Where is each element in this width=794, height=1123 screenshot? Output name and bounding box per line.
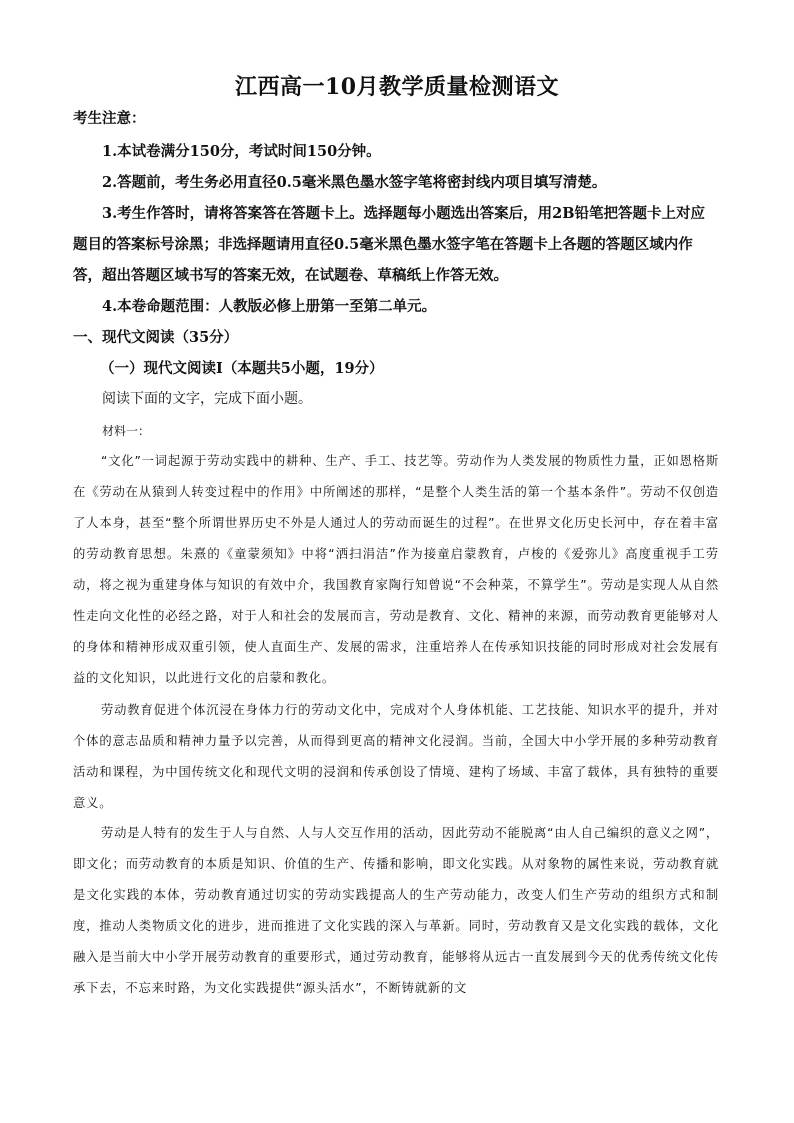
- page-title: 江西高一10月教学质量检测语文: [234, 74, 560, 100]
- material-label: 材料一：: [102, 424, 151, 438]
- reading-instruction: 阅读下面的文字，完成下面小题。: [102, 391, 312, 407]
- paragraph-3: 劳动是人特有的发生于人与自然、人与人交互作用的活动，因此劳动不能脱离“由人自己编织的意义之网”，即文化；而劳动教育的本质是知识、价值的生产、传播和影响，即文化实践。从对象物的属性来说，劳动教育就是文化实践的本体，劳动教育通过切实的劳动实践提高人的生产劳动能力，改变人们生产劳动的组织方式和制度，推动人类物质文化的进步，进而推进了文化实践的深入与革新。同时，劳动教育又是文化实践的载体，文化融入是当前大中小学开展劳动教育的重要形式，通过劳动教育，能够将从远古一直发展到今天的优秀传统文化传承下去，不忘来时路，为文化实践提供“源头活水”，不断铸就新的文: [73, 826, 719, 995]
- notice-item-2: 2.答题前，考生务必用直径0.5毫米黑色墨水签字笔将密封线内项目填写清楚。: [102, 174, 607, 191]
- notice-item-4: 4.本卷命题范围：人教版必修上册第一至第二单元。: [102, 298, 437, 315]
- notice-heading: 考生注意：: [73, 110, 146, 127]
- paragraph-2: 劳动教育促进个体沉浸在身体力行的劳动文化中，完成对个人身体机能、工艺技能、知识水平的提升，并对个体的意志品质和精神力量予以完善，从而得到更高的精神文化浸润。当前，全国大中小学开展的多种劳动教育活动和课程，为中国传统文化和现代文明的浸润和传承创设了情境、建构了场域、丰富了载体，具有独特的重要意义。: [73, 703, 719, 810]
- notice-item-3: 3.考生作答时，请将答案答在答题卡上。选择题每小题选出答案后，用2B铅笔把答题卡上对应题目的答案标号涂黑；非选择题请用直径0.5毫米黑色墨水签字笔在答题卡上各题的答题区域内作答，超出答题区域书写的答案无效，在试题卷、草稿纸上作答无效。: [73, 205, 705, 284]
- subsection-heading: （一）现代文阅读Ⅰ（本题共5小题，19分）: [100, 360, 384, 377]
- section-heading: 一、现代文阅读（35分）: [73, 329, 239, 346]
- notice-item-1: 1.本试卷满分150分，考试时间150分钟。: [102, 143, 381, 160]
- paragraph-1: “文化”一词起源于劳动实践中的耕种、生产、手工、技艺等。劳动作为人类发展的物质性力量，正如恩格斯在《劳动在从猿到人转变过程中的作用》中所阐述的那样，“是整个人类生活的第一个基本条件”。劳动不仅创造了人本身，甚至“整个所谓世界历史不外是人通过人的劳动而诞生的过程”。在世界文化历史长河中，存在着丰富的劳动教育思想。朱熹的《童蒙须知》中将“洒扫涓洁”作为接童启蒙教育，卢梭的《爱弥儿》高度重视手工劳动，将之视为重建身体与知识的有效中介，我国教育家陶行知曾说“不会种菜，不算学生”。劳动是实现人从自然性走向文化性的必经之路，对于人和社会的发展而言，劳动是教育、文化、精神的来源，而劳动教育更能够对人的身体和精神形成双重引领，使人直面生产、发展的需求，注重培养人在传承知识技能的同时形成对社会发展有益的文化知识，以此进行文化的启蒙和教化。: [73, 454, 719, 685]
